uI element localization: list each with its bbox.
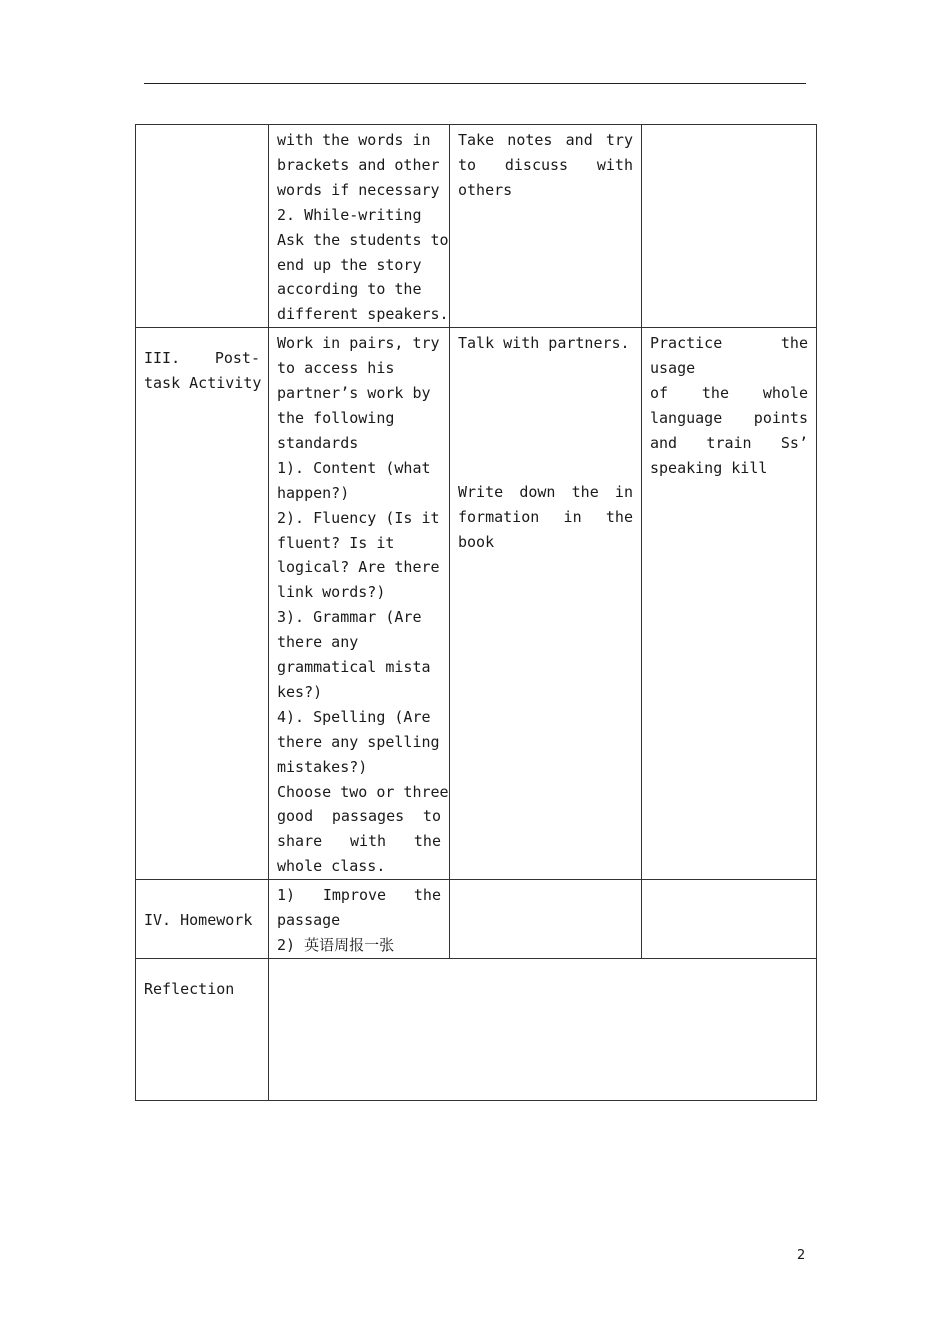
stage-label-line: III. Post- (144, 349, 260, 368)
page-number: 2 (797, 1248, 806, 1263)
text-line: book (458, 532, 495, 551)
header-rule (144, 83, 806, 84)
text-line: others (458, 180, 513, 199)
teacher-activity-cell (269, 328, 450, 880)
text-line: 2). Fluency (Is it (277, 508, 440, 527)
text-line: link words?) (277, 583, 386, 602)
text-line: according to the (277, 280, 422, 299)
text-line: whole class. (277, 857, 386, 876)
text-line: 1). Content (what (277, 458, 431, 477)
stage-cell (136, 328, 269, 880)
purpose-cell (642, 328, 817, 880)
stage-cell (136, 958, 269, 1100)
text-line: formation in the (458, 508, 633, 527)
stage-label-line: IV. Homework (144, 911, 253, 930)
table-row-homework (136, 880, 817, 959)
text-line: 1) Improve the (277, 886, 441, 905)
text-line: Practice the usage (650, 334, 808, 378)
text-line: Take notes and try (458, 131, 633, 149)
purpose-cell (642, 880, 817, 959)
text-line: kes?) (277, 682, 323, 701)
text-line: the following (277, 408, 395, 427)
text-line: logical? Are there (277, 558, 440, 577)
table-row-post-task (136, 328, 817, 880)
table-row-reflection (136, 958, 817, 1100)
stage-label-line: task Activity (144, 374, 262, 393)
text-line: 2. While-writing (277, 205, 422, 224)
text-line: happen?) (277, 483, 350, 502)
reflection-content-cell (269, 958, 817, 1100)
text-line: 2) 英语周报一张 (277, 936, 395, 954)
text-line: there any (277, 633, 359, 652)
spacer (458, 356, 633, 480)
text-line: end up the story (277, 255, 422, 274)
text-line: standards (277, 433, 359, 452)
table-row-while-writing (136, 125, 817, 328)
text-line: Ask the students to (277, 230, 449, 249)
text-line: Choose two or three (277, 782, 449, 801)
text-line: there any spelling (277, 732, 440, 751)
teacher-activity-cell (269, 880, 450, 959)
student-activity-cell (450, 328, 642, 880)
lesson-plan-table (135, 124, 817, 1101)
text-line: language points (650, 408, 808, 427)
student-activity-cell (450, 125, 642, 328)
stage-cell (136, 125, 269, 328)
text-line: different speakers. (277, 305, 449, 324)
text-line: to access his (277, 359, 395, 378)
text-line: and train Ss’ (650, 433, 808, 452)
text-line: speaking kill (650, 458, 768, 477)
teacher-activity-cell (269, 125, 450, 328)
text-line: share with the (277, 832, 441, 851)
text-line: passage (277, 911, 341, 930)
text-line: brackets and other (277, 155, 440, 174)
stage-label-line: Reflection (144, 979, 235, 998)
text-line: 3). Grammar (Are (277, 608, 422, 627)
text-line: partner’s work by (277, 384, 431, 403)
student-activity-cell (450, 880, 642, 959)
text-line: to discuss with (458, 155, 633, 174)
text-line: 4). Spelling (Are (277, 707, 431, 726)
text-line: grammatical mista (277, 658, 431, 677)
text-line: with the words in (277, 131, 431, 149)
text-line: mistakes?) (277, 757, 368, 776)
text-line: words if necessary (277, 180, 440, 199)
stage-cell (136, 880, 269, 959)
text-line: Write down the in (458, 483, 633, 502)
purpose-cell (642, 125, 817, 328)
text-line: of the whole (650, 384, 808, 403)
text-line: Work in pairs, try (277, 334, 440, 353)
text-line: good passages to (277, 807, 441, 826)
text-line: Talk with partners. (458, 334, 630, 353)
text-line: fluent? Is it (277, 533, 395, 552)
